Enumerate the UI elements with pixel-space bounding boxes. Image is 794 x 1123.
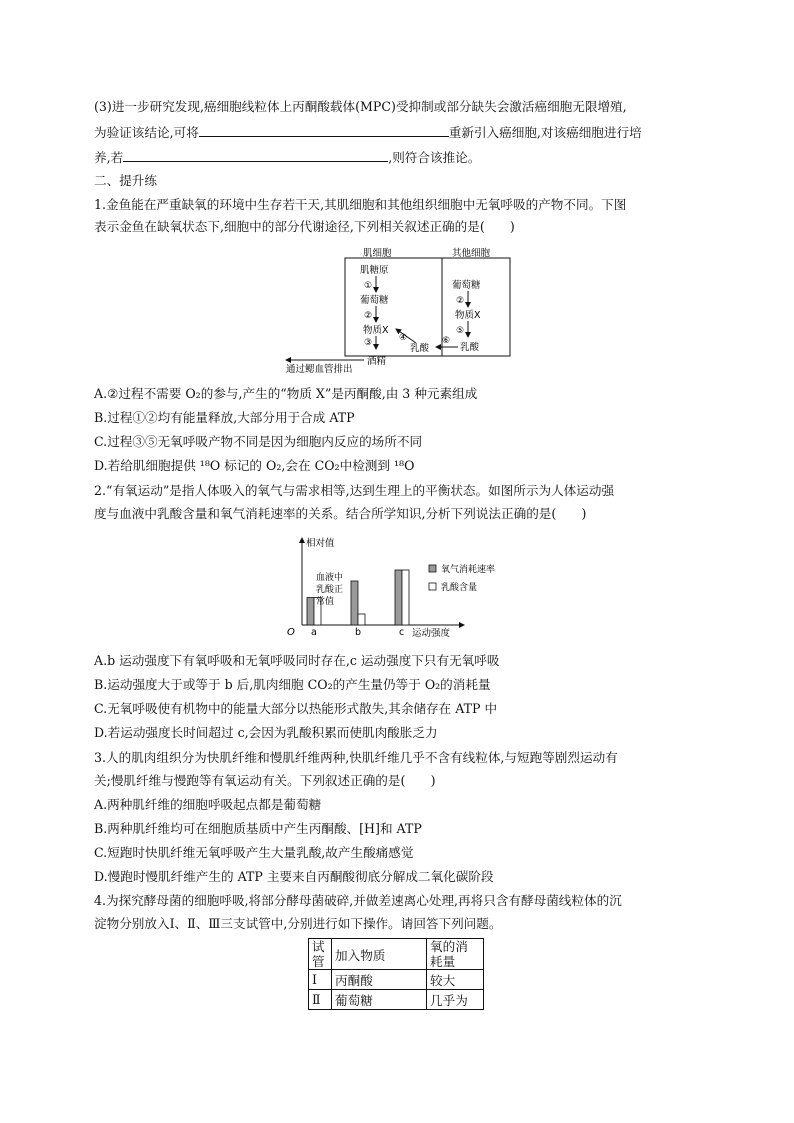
text-fragment: 为验证该结论,可将	[94, 125, 199, 140]
annotation-line-1: 血液中	[316, 573, 344, 583]
header-tube: 试管	[309, 939, 332, 970]
table-cell: 丙酮酸	[332, 970, 427, 990]
table-cell: 几乎为	[427, 990, 484, 1010]
legend	[429, 563, 495, 593]
q2-option-a[interactable]: A.b 运动强度下有氧呼吸和无氧呼吸同时存在,c 运动强度下只有无氧呼吸	[94, 653, 500, 668]
question-2-stem: 2.“有氧运动”是指人体吸入的氧气与需求相等,达到生理上的平衡状态。如图所示为人体运动强	[94, 483, 615, 498]
table-header-row	[309, 939, 484, 970]
origin-label: O	[287, 627, 295, 638]
header-oxygen: 氧的消耗量	[427, 939, 484, 970]
node-lactate-other: 乳酸	[460, 342, 480, 353]
step-2-other: ②	[456, 296, 465, 306]
question-1-stem: 表示金鱼在缺氧状态下,细胞中的部分代谢途径,下列相关叙述正确的是( )	[94, 219, 515, 234]
experiment-table	[308, 938, 484, 1010]
label-muscle-cell: 肌细胞	[363, 248, 392, 259]
table-cell: 较大	[427, 970, 484, 990]
question-2-stem: 度与血液中乳酸含量和氧气消耗速率的关系。结合所学知识,分析下列说法正确的是( )	[94, 506, 587, 521]
step-6: ⑥	[442, 336, 451, 346]
text-line: (3)进一步研究发现,癌细胞线粒体上丙酮酸载体(MPC)受抑制或部分缺失会激活癌细胞无限增殖,	[94, 99, 627, 114]
question-4-stem: 4.为探究酵母菌的细胞呼吸,将部分酵母菌破碎,并做差速离心处理,再将只含有酵母菌线粒体的沉	[94, 893, 622, 908]
table-cell: 葡萄糖	[332, 990, 427, 1010]
q1-option-d[interactable]: D.若给肌细胞提供 ¹⁸O 标记的 O₂,会在 CO₂中检测到 ¹⁸O	[94, 458, 415, 473]
annotation-line-2: 乳酸正	[316, 585, 344, 595]
table-cell: Ⅱ	[309, 990, 332, 1010]
x-tick-label: c	[399, 627, 405, 638]
x-ticks-group	[311, 627, 404, 638]
node-substance-x-muscle: 物质X	[363, 325, 389, 336]
y-axis-label: 相对值	[306, 538, 335, 549]
q2-option-d[interactable]: D.若运动强度长时间超过 c,会因为乳酸积累而使肌肉酸胀乏力	[94, 725, 438, 740]
bar-c-oxygen	[395, 570, 402, 625]
x-tick-label: b	[355, 627, 362, 638]
question-4-stem: 淀物分别放入Ⅰ、Ⅱ、Ⅲ三支试管中,分别进行如下操作。请回答下列问题。	[94, 916, 502, 931]
step-4: ④	[399, 333, 408, 343]
text-fragment: ,则符合该推论。	[388, 150, 481, 165]
bar-a-oxygen	[307, 598, 314, 626]
legend-label: 乳酸含量	[441, 583, 478, 593]
q2-option-b[interactable]: B.运动强度大于或等于 b 后,肌肉细胞 CO₂的产生量仍等于 O₂的消耗量	[94, 677, 491, 692]
x-tick-label: a	[311, 627, 317, 638]
text-fragment: 养,若	[94, 150, 124, 165]
step-1: ①	[364, 281, 373, 291]
table-row	[309, 990, 484, 1010]
label-other-cell: 其他细胞	[452, 248, 491, 259]
q2-option-c[interactable]: C.无氧呼吸使有机物中的能量大部分以热能形式散失,其余储存在 ATP 中	[94, 701, 498, 716]
table-row	[309, 970, 484, 990]
question-3-stem: 关;慢肌纤维与慢跑等有氧运动有关。下列叙述正确的是( )	[94, 773, 436, 788]
q3-option-b[interactable]: B.两种肌纤维均可在细胞质基质中产生丙酮酸、[H]和 ATP	[94, 821, 422, 836]
table-cell: Ⅰ	[309, 970, 332, 990]
q1-option-b[interactable]: B.过程①②均有能量释放,大部分用于合成 ATP	[94, 410, 355, 425]
node-lactate-muscle: 乳酸	[410, 343, 430, 354]
legend-label: 氧气消耗速率	[441, 565, 496, 575]
q1-option-c[interactable]: C.过程③⑤无氧呼吸产物不同是因为细胞内反应的场所不同	[94, 434, 423, 449]
exercise-intensity-bar-chart	[284, 534, 528, 644]
metabolic-pathway-diagram	[280, 246, 520, 378]
bar-b-lactate	[358, 614, 365, 625]
step-3: ③	[364, 338, 373, 348]
text-fragment: 重新引入癌细胞,对该癌细胞进行培	[448, 125, 642, 140]
legend-swatch	[429, 565, 436, 572]
q3-option-d[interactable]: D.慢跑时慢肌纤维产生的 ATP 主要来自丙酮酸彻底分解成二氧化碳阶段	[94, 869, 494, 884]
node-glucose-muscle: 葡萄糖	[360, 295, 389, 306]
question-3-stem: 3.人的肌肉组织分为快肌纤维和慢肌纤维两种,快肌纤维几乎不含有线粒体,与短跑等剧烈运动有	[94, 750, 618, 765]
label-excrete: 通过鳃血管排出	[286, 364, 353, 375]
text-line	[94, 149, 480, 166]
node-substance-x-other: 物质X	[455, 310, 481, 321]
bar-b-oxygen	[351, 581, 358, 625]
node-glycogen: 肌糖原	[360, 265, 389, 276]
answer-blank[interactable]	[123, 149, 388, 162]
text-line	[94, 124, 642, 141]
answer-blank[interactable]	[199, 124, 449, 137]
step-5: ⑤	[456, 326, 465, 336]
q1-option-a[interactable]: A.②过程不需要 O₂的参与,产生的“物质 X”是丙酮酸,由 3 种元素组成	[94, 386, 478, 401]
section-heading: 二、提升练	[94, 173, 157, 188]
bar-c-lactate	[402, 570, 409, 625]
node-ethanol: 酒精	[367, 356, 387, 367]
step-2-muscle: ②	[364, 311, 373, 321]
q3-option-c[interactable]: C.短跑时快肌纤维无氧呼吸产生大量乳酸,故产生酸痛感觉	[94, 845, 414, 860]
annotation-line-3: 常值	[316, 597, 335, 607]
q3-option-a[interactable]: A.两种肌纤维的细胞呼吸起点都是葡萄糖	[94, 797, 322, 812]
legend-swatch	[429, 583, 436, 590]
question-1-stem: 1.金鱼能在严重缺氧的环境中生存若干天,其肌细胞和其他组织细胞中无氧呼吸的产物不同。下图	[94, 197, 627, 212]
x-axis-label: 运动强度	[412, 628, 451, 639]
node-glucose-other: 葡萄糖	[452, 280, 481, 291]
header-substance: 加入物质	[332, 939, 427, 970]
